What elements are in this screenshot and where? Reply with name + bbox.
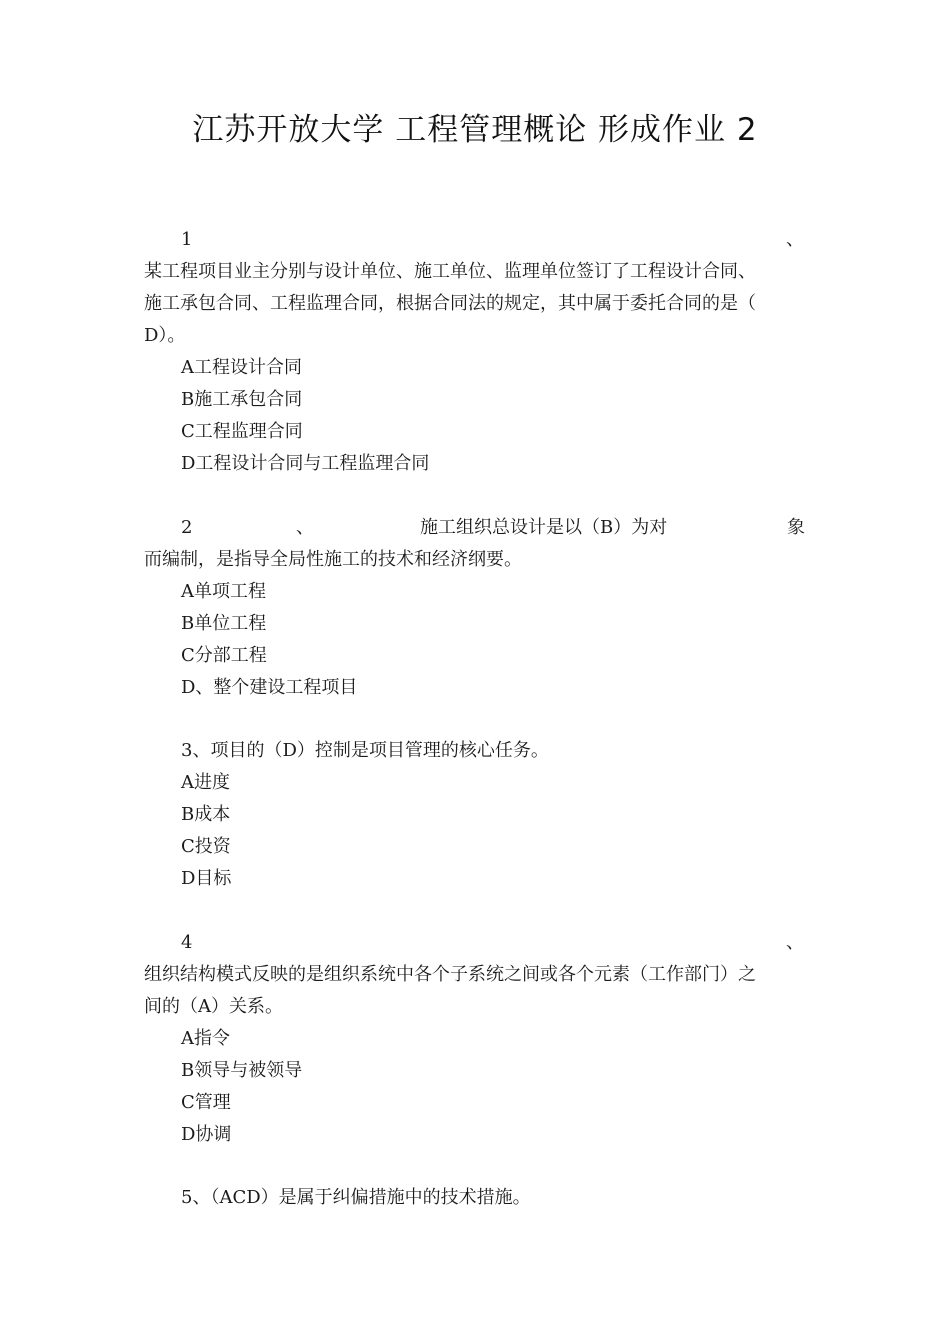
q2-option-b: B单位工程 (181, 613, 267, 634)
q3-option-b: B成本 (181, 804, 231, 825)
page-title: 江苏开放大学 工程管理概论 形成作业 2 (192, 112, 758, 148)
q2-option-d: D、整个建设工程项目 (181, 677, 358, 698)
q1-number: 1 (181, 229, 193, 250)
q4-option-c: C管理 (181, 1092, 231, 1113)
q2-stem-part: 施工组织总设计是以（B）为对 (420, 517, 668, 538)
q4-option-d: D协调 (181, 1124, 232, 1145)
q4-stem-line-2: 间的（A）关系。 (144, 996, 283, 1017)
q4-separator: 、 (786, 932, 804, 953)
q4-stem-line-1: 组织结构模式反映的是组织系统中各个子系统之间或各个元素（工作部门）之 (144, 964, 756, 985)
q3-option-d: D目标 (181, 868, 232, 889)
q1-separator: 、 (786, 229, 804, 250)
q3-option-a: A进度 (181, 772, 230, 793)
q3-option-c: C投资 (181, 836, 231, 857)
q2-option-c: C分部工程 (181, 645, 267, 666)
q5-stem: 5、（ACD）是属于纠偏措施中的技术措施。 (181, 1187, 531, 1208)
q2-stem-end: 象 (787, 517, 805, 538)
q1-option-c: C工程监理合同 (181, 421, 303, 442)
q1-stem-line-3: D）。 (144, 325, 186, 346)
q2-stem-line-2: 而编制，是指导全局性施工的技术和经济纲要。 (144, 549, 522, 570)
q1-stem-line-1: 某工程项目业主分别与设计单位、施工单位、监理单位签订了工程设计合同、 (144, 261, 756, 282)
q2-option-a: A单项工程 (181, 581, 266, 602)
q1-option-a: A工程设计合同 (181, 357, 302, 378)
q1-stem-line-2: 施工承包合同、工程监理合同，根据合同法的规定，其中属于委托合同的是（ (144, 293, 756, 314)
q3-stem: 3、项目的（D）控制是项目管理的核心任务。 (181, 740, 549, 761)
q4-option-b: B领导与被领导 (181, 1060, 303, 1081)
q1-option-b: B施工承包合同 (181, 389, 303, 410)
q2-number: 2 (181, 517, 193, 538)
q4-number: 4 (181, 932, 193, 953)
q2-separator: 、 (296, 517, 314, 538)
q4-option-a: A指令 (181, 1028, 230, 1049)
q1-option-d: D工程设计合同与工程监理合同 (181, 453, 430, 474)
